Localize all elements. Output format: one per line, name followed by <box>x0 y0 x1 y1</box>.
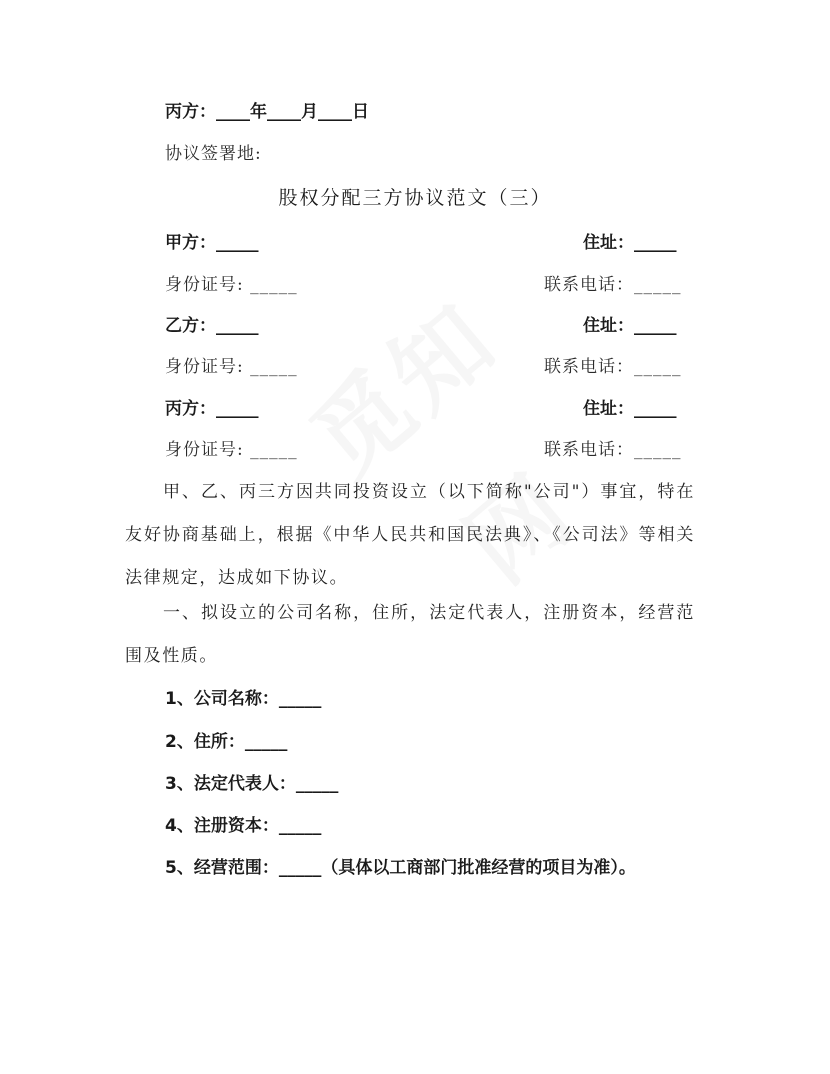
party-b-name: 乙方：_____ <box>165 316 259 336</box>
item-business-scope: 5、经营范围：_____（具体以工商部门批准经营的项目为准）。 <box>165 858 636 878</box>
party-c-phone: 联系电话：_____ <box>544 440 682 460</box>
signing-place: 协议签署地: <box>165 144 262 164</box>
party-b-phone: 联系电话：_____ <box>544 357 682 377</box>
party-c-name: 丙方：_____ <box>165 399 259 419</box>
party-a-phone: 联系电话：_____ <box>544 275 682 295</box>
party-b-id: 身份证号: _____ <box>165 357 298 377</box>
party-c-address: 住址：_____ <box>583 399 677 419</box>
party-c-id: 身份证号: _____ <box>165 440 298 460</box>
party-a-address: 住址：_____ <box>583 233 677 253</box>
section-one: 一、拟设立的公司名称，住所，法定代表人，注册资本，经营范围及性质。 <box>125 603 695 666</box>
page-title: 股权分配三方协议范文（三） <box>278 187 552 209</box>
item-company-name: 1、公司名称：_____ <box>165 689 322 709</box>
party-a-id: 身份证号: _____ <box>165 275 298 295</box>
intro-paragraph: 甲、乙、丙三方因共同投资设立（以下简称"公司"）事宜，特在友好协商基础上，根据《中华人民共和国民法典》、《公司法》等相关法律规定，达成如下协议。 <box>125 482 695 588</box>
party-a-name: 甲方：_____ <box>165 233 259 253</box>
party-c-date: 丙方：____年____月____日 <box>165 102 369 122</box>
item-domicile: 2、住所：_____ <box>165 732 288 752</box>
item-registered-capital: 4、注册资本：_____ <box>165 816 322 836</box>
party-b-address: 住址：_____ <box>583 316 677 336</box>
item-legal-representative: 3、法定代表人：_____ <box>165 774 339 794</box>
